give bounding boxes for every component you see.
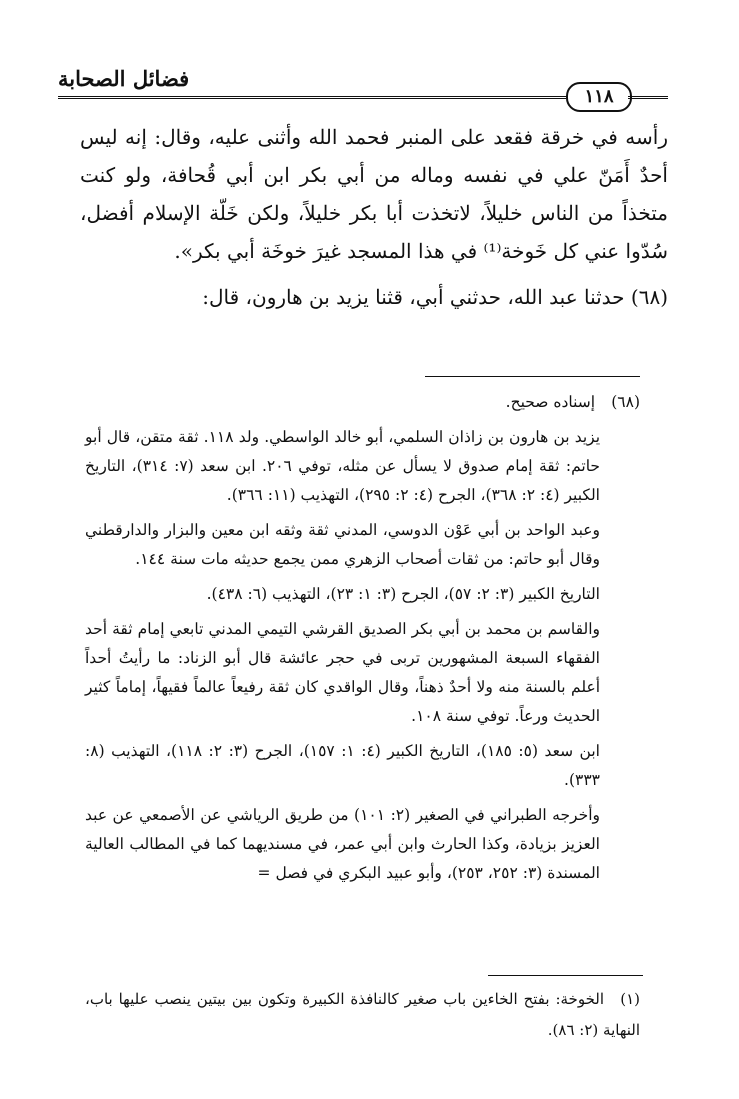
commentary-paragraph: والقاسم بن محمد بن أبي بكر الصديق القرشي التيمي المدني تابعي إمام ثقة أحد الفقهاء السبعة المشهورين تربى في حجر عائشة قال أبو الزناد: ما رأيتُ أحداً أعلم بالسنة منه ولا أحدٌ ذهناً، وقال الواقدي كان ثقة رفيعاً عالماً فقيهاً، إماماً كثير الحديث ورعاً. توفي سنة ١٠٨. xyxy=(85,620,600,725)
hadith-68-isnad: (٦٨) حدثنا عبد الله، حدثني أبي، قثنا يزيد بن هارون، قال: xyxy=(202,285,668,309)
commentary-number: (٦٨) xyxy=(611,393,640,411)
footnote-number: (١) xyxy=(620,990,640,1008)
notes-separator xyxy=(425,376,640,377)
commentary-paragraph: يزيد بن هارون بن زاذان السلمي، أبو خالد الواسطي. ولد ١١٨. ثقة متقن، قال أبو حاتم: ثقة إمام صدوق لا يسأل عن مثله، توفي ٢٠٦. ابن سعد (٧: ٣١٤)، التاريخ الكبير (٤: ٢: ٣٦٨)، الجرح (٤: ٢: ٢٩٥)، التهذيب (١١: ٣٦٦). xyxy=(85,428,601,504)
footnote-separator xyxy=(488,975,643,976)
running-title: فضائل الصحابة xyxy=(58,66,190,91)
header-rule-tail xyxy=(628,96,668,99)
header-rule xyxy=(58,96,566,99)
footnote xyxy=(85,984,640,1046)
commentary-body xyxy=(85,423,640,888)
commentary-heading xyxy=(85,388,640,417)
commentary-paragraph: ابن سعد (٥: ١٨٥)، التاريخ الكبير (٤: ١: ١٥٧)، الجرح (٣: ٢: ١١٨)، التهذيب (٨: ٣٣٣). xyxy=(85,742,600,789)
hadith-text: رأسه في خرقة فقعد على المنبر فحمد الله وأثنى عليه، وقال: إنه ليس أحدٌ أَمَنّ علي في نفسه وماله من أبي بكر ابن أبي قُحافة، ولو كنت متخذاً من الناس خليلاً، لاتخذت أبا بكر خليلاً، ولكن خَلّة الإسلام أفضل، سُدّوا عني كل خَوخة⁽¹⁾ في هذا المسجد غيرَ خوخَة أبي بكر». xyxy=(80,125,668,263)
commentary-paragraph: وعبد الواحد بن أبي عَوْن الدوسي، المدني ثقة وثقه ابن معين والبزار والدارقطني وقال أبو حاتم: من ثقات أصحاب الزهري ممن يجمع حديثه مات سنة ١٤٤. xyxy=(85,521,600,568)
commentary xyxy=(85,388,640,888)
footnote-text: الخوخة: بفتح الخاءين باب صغير كالنافذة الكبيرة وتكون بين بيتين ينصب عليها باب، النهاية (٢: ٨٦). xyxy=(85,990,640,1039)
main-text xyxy=(80,118,668,316)
commentary-paragraph: التاريخ الكبير (٣: ٢: ٥٧)، الجرح (٣: ١: ٢٣)، التهذيب (٦: ٤٣٨). xyxy=(206,585,600,603)
commentary-paragraph: وأخرجه الطبراني في الصغير (٢: ١٠١) من طريق الرياشي عن الأصمعي عن عبد العزيز بزيادة، وكذا الحارث وابن أبي عمر، في مسنديهما كما في المطالب العالية المسندة (٣: ٢٥٢، ٢٥٣)، وأبو عبيد البكري في فصل = xyxy=(85,806,600,882)
page-number: ١١٨ xyxy=(566,82,632,112)
commentary-grade: إسناده صحيح. xyxy=(505,393,596,411)
